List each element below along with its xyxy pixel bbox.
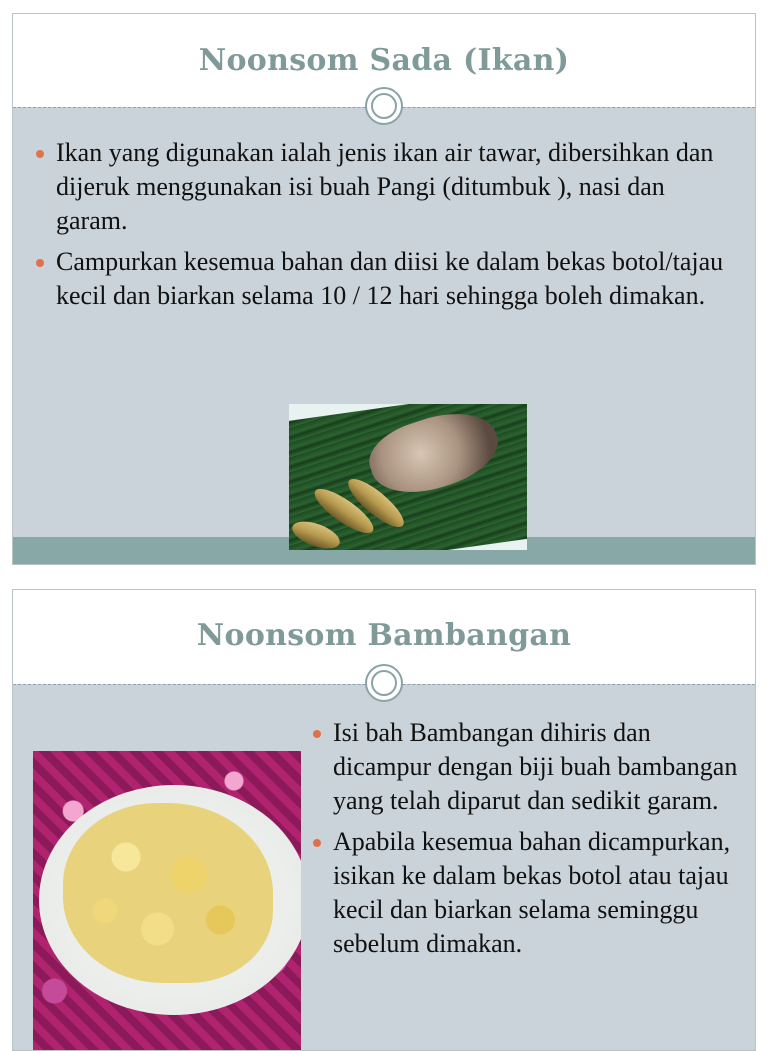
bullet-item: Ikan yang digunakan ialah jenis ikan air tawar, dibersihkan dan dijeruk menggunakan isi buah Pangi (ditumbuk ), nasi dan garam. — [32, 136, 732, 238]
divider-circle-ornament — [365, 664, 403, 702]
bullet-item: Isi bah Bambangan dihiris dan dicampur dengan biji buah bambangan yang telah diparut dan sedikit garam. — [309, 716, 739, 818]
divider-circle-ornament — [365, 87, 403, 125]
bambangan-dish-image — [33, 751, 301, 1051]
slide-noonsom-sada — [12, 13, 756, 565]
slide-title: Noonsom Sada (Ikan) — [13, 14, 755, 107]
slide-title: Noonsom Bambangan — [13, 590, 755, 684]
bullet-list — [309, 716, 739, 968]
slide-noonsom-bambangan — [12, 589, 756, 1051]
bullet-list — [32, 136, 732, 320]
bullet-item: Campurkan kesemua bahan dan diisi ke dalam bekas botol/tajau kecil dan biarkan selama 10 / 12 hari sehingga boleh dimakan. — [32, 245, 732, 313]
bullet-item: Apabila kesemua bahan dicampurkan, isikan ke dalam bekas botol atau tajau kecil dan biarkan selama seminggu sebelum dimakan. — [309, 825, 739, 961]
fish-on-banana-leaf-image — [289, 404, 527, 550]
shredded-bambangan — [63, 803, 273, 983]
